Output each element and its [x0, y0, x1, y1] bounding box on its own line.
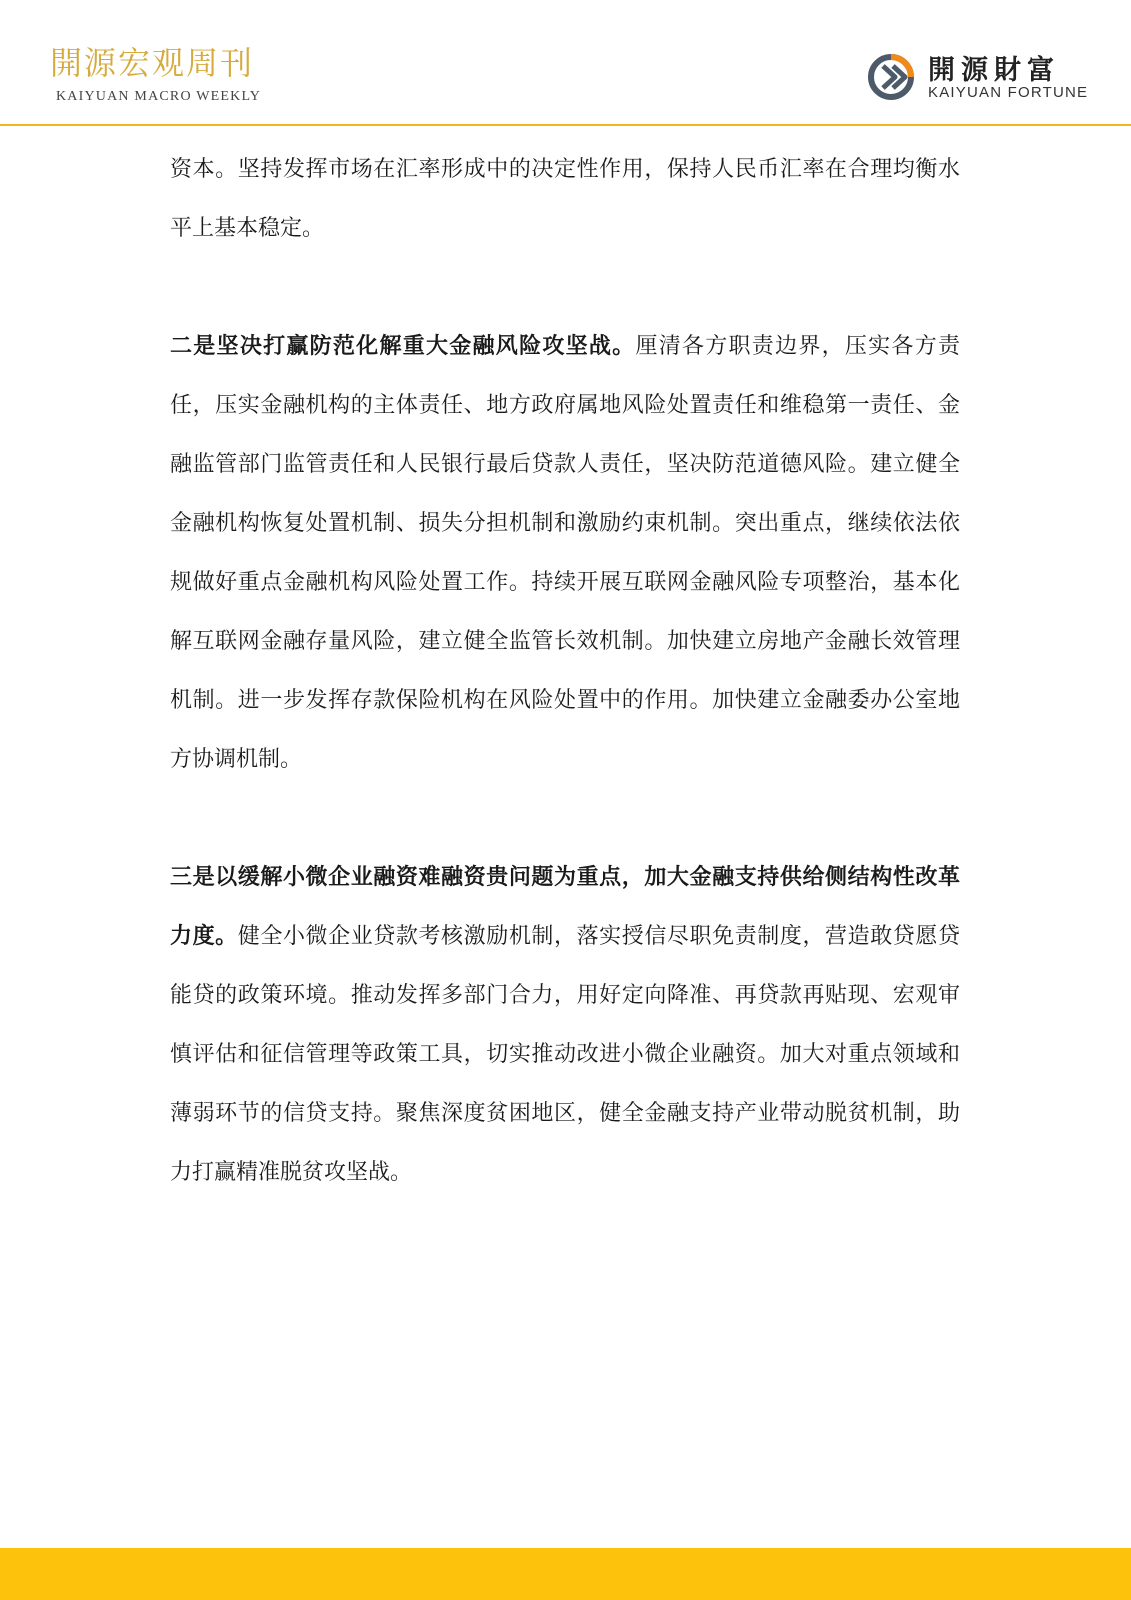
footer-bar [0, 1548, 1131, 1600]
paragraph-1 [170, 140, 960, 258]
document-body [170, 140, 960, 1261]
paragraph-3-lead: 三是以缓解小微企业融资难融资贵问题为重点，加大金融支持供给侧结构性改革力度。 [170, 865, 960, 949]
paragraph-2-text: 厘清各方职责边界，压实各方责任，压实金融机构的主体责任、地方政府属地风险处置责任和维稳第一责任、金融监管部门监管责任和人民银行最后贷款人责任，坚决防范道德风险。建立健全金融机构恢复处置机制、损失分担机制和激励约束机制。突出重点，继续依法依规做好重点金融机构风险处置工作。持续开展互联网金融风险专项整治，基本化解互联网金融存量风险，建立健全监管长效机制。加快建立房地产金融长效管理机制。进一步发挥存款保险机构在风险处置中的作用。加快建立金融委办公室地方协调机制。 [170, 334, 960, 772]
kaiyuan-fortune-logo-icon [866, 52, 916, 102]
header-divider [0, 124, 1131, 126]
paragraph-2 [170, 317, 960, 789]
paragraph-3-text: 健全小微企业贷款考核激励机制，落实授信尽职免责制度，营造敢贷愿贷能贷的政策环境。推动发挥多部门合力，用好定向降准、再贷款再贴现、宏观审慎评估和征信管理等政策工具，切实推动改进小微企业融资。加大对重点领域和薄弱环节的信贷支持。聚焦深度贫困地区，健全金融支持产业带动脱贫机制，助力打赢精准脱贫攻坚战。 [170, 924, 960, 1185]
paragraph-3 [170, 848, 960, 1202]
header-title: 開源宏观周刊 [50, 44, 255, 82]
paragraph-2-lead: 二是坚决打赢防范化解重大金融风险攻坚战。 [170, 334, 636, 359]
logo-text-chinese: 開源財富 [928, 55, 1060, 86]
page-header [0, 0, 1131, 126]
paragraph-1-text: 资本。坚持发挥市场在汇率形成中的决定性作用，保持人民币汇率在合理均衡水平上基本稳定。 [170, 157, 960, 241]
logo-text-english: KAIYUAN FORTUNE [928, 84, 1089, 101]
header-subtitle: KAIYUAN MACRO WEEKLY [56, 89, 262, 104]
